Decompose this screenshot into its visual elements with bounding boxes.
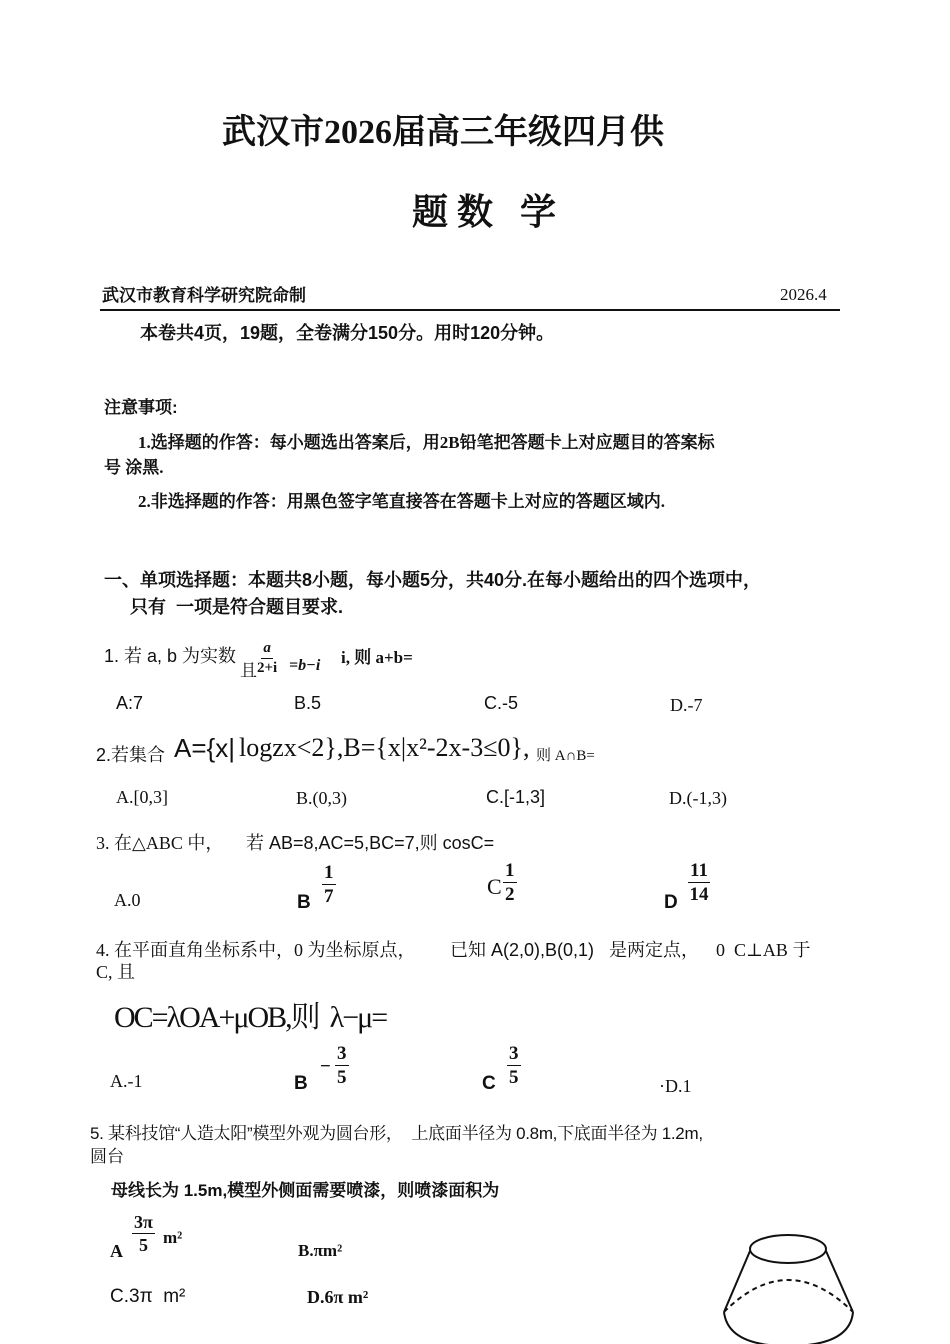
- note-item-1: 1.选择题的作答：每小题选出答案后，用2B铅笔把答题卡上对应题目的答案标: [138, 433, 715, 452]
- q3-d-den: 14: [689, 884, 709, 905]
- q3-stem-cont: 若 AB=8,AC=5,BC=7,则 cosC=: [246, 833, 495, 853]
- q4-option-d: ·D.1: [659, 1076, 692, 1096]
- q5-stem-line3: 母线长为 1.5m,模型外侧面需要喷漆，则喷漆面积为: [111, 1181, 500, 1200]
- q5-stem-line2: 圆台: [90, 1147, 124, 1166]
- q3-b-num: 1: [324, 862, 334, 883]
- q1-stem-qie: 且: [240, 661, 257, 680]
- q3-option-b-label: B: [297, 892, 311, 913]
- q1-stem-tail: i, 则 a+b=: [341, 648, 413, 667]
- q2-option-a: A.[0,3]: [116, 787, 168, 807]
- q2-set-formula: logzx<2},B={x|x²-2x-3≤0},: [239, 733, 530, 762]
- q4-b-den: 5: [337, 1067, 347, 1088]
- q1-option-c: C.-5: [484, 693, 519, 713]
- q2-option-b: B.(0,3): [296, 788, 347, 808]
- q3-stem: 3. 在△ABC 中，: [96, 833, 224, 853]
- exam-title-line2: 题 数 学: [412, 192, 557, 232]
- q5-option-b: B.πm²: [298, 1241, 343, 1260]
- q4-formula: OC=λOA+μOB,则 λ−μ=: [114, 1001, 387, 1034]
- intro-text: 本卷共4页，19题，全卷满分150分。用时120分钟。: [140, 323, 555, 343]
- q5-stem: 5. 某科技馆“人造太阳”模型外观为圆台形， 上底面半径为 0.8m,下底面半径为 1.2m,: [90, 1124, 703, 1143]
- q3-option-a: A.0: [114, 890, 141, 910]
- q5-a-den: 5: [138, 1235, 148, 1255]
- q1-stem-eq: =b−i: [289, 657, 321, 674]
- q1-fraction: [257, 641, 277, 676]
- section-heading: 一、单项选择题：本题共8小题，每小题5分，共40分.在每小题给出的四个选项中，: [104, 570, 762, 590]
- q3-b-den: 7: [324, 886, 334, 907]
- q1-frac-den: 2+i: [257, 660, 278, 676]
- q5-option-c: C.3π m²: [110, 1286, 186, 1307]
- issuer: 武汉市教育科学研究院命制: [102, 286, 306, 305]
- q4-c-num: 3: [509, 1043, 519, 1064]
- section-heading-cont: 只有 一项是符合题目要求.: [130, 597, 344, 617]
- q4-option-a: A.-1: [110, 1071, 143, 1091]
- q2-stem-tail: 则 A∩B=: [536, 748, 595, 764]
- q2-option-d: D.(-1,3): [669, 788, 727, 808]
- q1-stem: 1. 若 a, b 为实数: [104, 646, 237, 666]
- q3-option-c-frac: [503, 861, 517, 904]
- notes-heading: 注意事项:: [104, 398, 178, 417]
- q4-option-b-frac: [335, 1044, 349, 1087]
- q3-c-num: 1: [505, 860, 515, 881]
- exam-date: 2026.4: [780, 285, 827, 304]
- q3-d-num: 11: [690, 860, 708, 881]
- q1-frac-num: a: [261, 641, 273, 659]
- q4-c-den: 5: [509, 1067, 519, 1088]
- q2-set-a: A={x|: [174, 733, 235, 763]
- frustum-figure: [718, 1228, 868, 1344]
- q3-option-d-label: D: [664, 892, 678, 913]
- q4-stem-line2: C, 且: [96, 962, 136, 982]
- q5-option-a-frac: [132, 1213, 155, 1254]
- q4-stem-tail: 0 C⊥AB 于: [716, 940, 811, 960]
- q3-option-d-frac: [688, 861, 710, 904]
- q5-option-d: D.6π m²: [307, 1287, 369, 1307]
- q2-option-c: C.[-1,3]: [486, 787, 546, 807]
- q1-option-a: A:7: [116, 693, 144, 713]
- q4-b-num: 3: [337, 1043, 347, 1064]
- q4-option-b-label: B: [294, 1073, 308, 1094]
- q4-stem-cont: 已知 A(2,0),B(0,1) 是两定点，: [450, 940, 700, 960]
- q2-stem: 2.若集合: [96, 745, 166, 765]
- exam-title-line1: 武汉市2026届高三年级四月供: [222, 114, 664, 151]
- q4-option-c-label: C: [482, 1073, 496, 1094]
- note-item-2: 2.非选择题的作答：用黑色签字笔直接答在答题卡上对应的答题区域内.: [138, 492, 665, 511]
- q4-option-c-frac: [507, 1044, 521, 1087]
- q1-option-b: B.5: [294, 693, 322, 713]
- q3-option-b-frac: [322, 863, 336, 906]
- q3-c-den: 2: [505, 884, 515, 905]
- q4-stem: 4. 在平面直角坐标系中，0 为坐标原点，: [96, 940, 416, 960]
- q3-option-c-label: C: [487, 874, 502, 899]
- note-item-1-cont: 号 涂黑.: [104, 458, 164, 477]
- q1-option-d: D.-7: [670, 695, 703, 715]
- q5-a-num: 3π: [134, 1212, 153, 1232]
- q5-option-a-label: A: [110, 1241, 123, 1261]
- q4-option-b-sign: −: [320, 1056, 331, 1077]
- header-rule: [100, 309, 840, 311]
- q5-option-a-unit: m²: [163, 1228, 183, 1247]
